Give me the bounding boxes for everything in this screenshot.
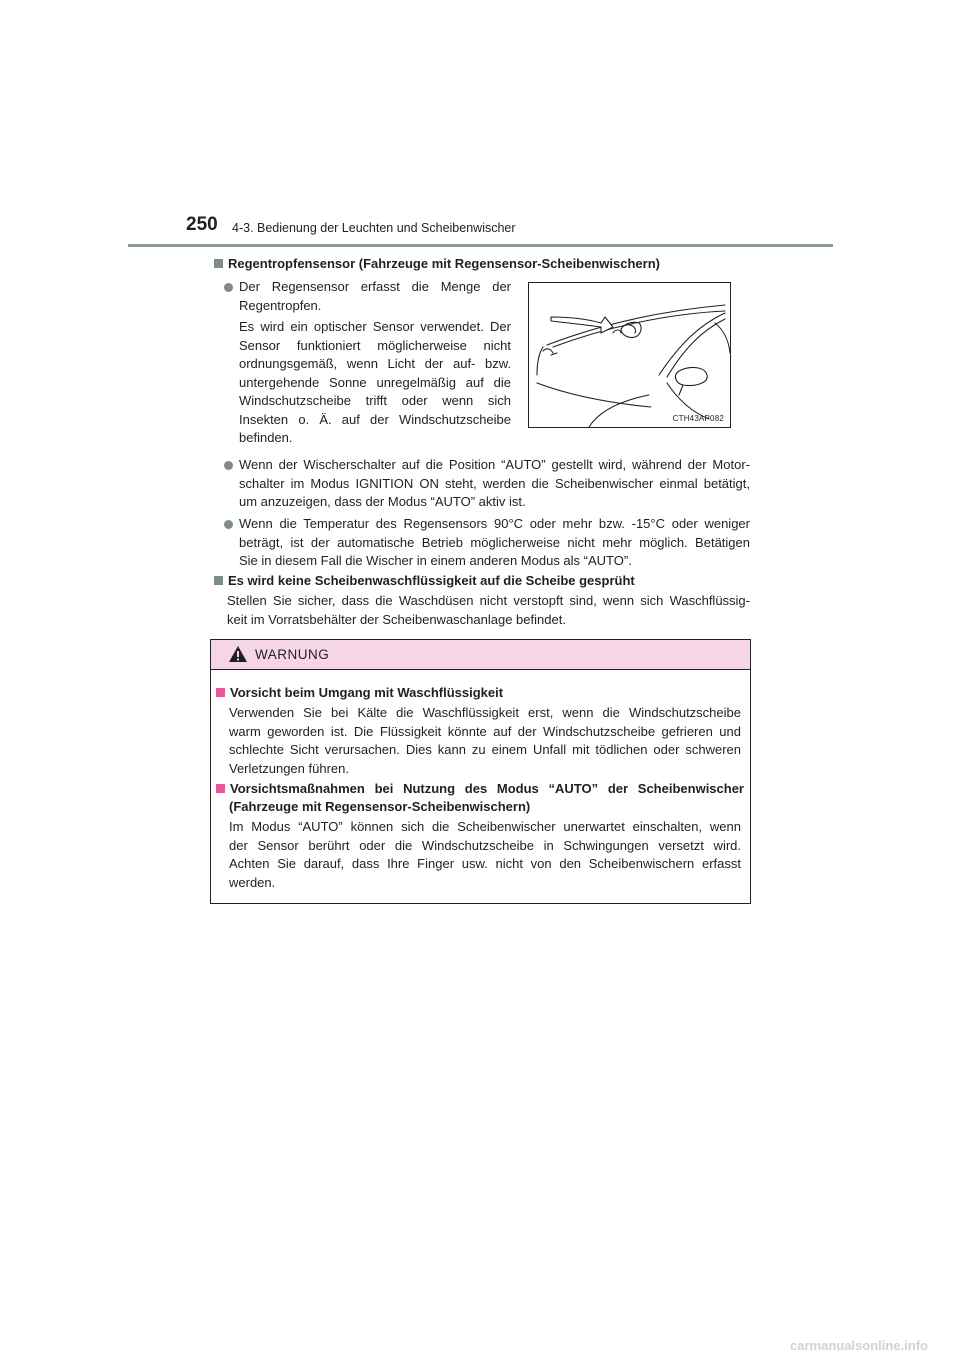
warning-item-2-text xyxy=(229,818,741,892)
warning-header xyxy=(211,640,750,670)
header-rule xyxy=(128,244,833,247)
bullet-2-line: schalter im Modus IGNITION ON steht, werden die Scheibenwischer einmal betätigt, xyxy=(239,475,750,491)
round-bullet-icon xyxy=(224,461,233,470)
warning-item-1-title-text: Vorsicht beim Umgang mit Waschflüssigkeit xyxy=(230,685,504,700)
warning-triangle-icon xyxy=(228,645,248,663)
bullet-1-line: Der Regensensor erfasst die Menge der xyxy=(239,279,511,294)
paragraph-line: Es wird ein optischer Sensor verwendet. Der xyxy=(239,319,511,334)
rain-sensor-title-text: Regentropfensensor (Fahrzeuge mit Regensensor-Scheibenwischern) xyxy=(228,256,660,271)
square-bullet-icon xyxy=(216,688,225,697)
washer-line: keit im Vorratsbehälter der Scheibenwaschanlage befindet. xyxy=(227,611,566,627)
footer-watermark: carmanualsonline.info xyxy=(790,1338,928,1353)
bullet-2-line: um anzuzeigen, dass der Modus “AUTO” aktiv ist. xyxy=(239,494,526,509)
washer-title xyxy=(214,572,635,590)
washer-line: Stellen Sie sicher, dass die Waschdüsen nicht verstopft sind, wenn sich Waschflüssig- xyxy=(227,593,750,608)
square-bullet-icon xyxy=(214,576,223,585)
bullet-3-line: beträgt, ist der automatische Betrieb möglicherweise nicht mehr möglich. Betätigen xyxy=(239,534,750,550)
round-bullet-icon xyxy=(224,283,233,292)
warning-item-2-title xyxy=(216,780,744,816)
rain-sensor-bullet-3 xyxy=(239,515,750,571)
page-number: 250 xyxy=(186,214,218,235)
round-bullet-icon xyxy=(224,520,233,529)
windshield-illustration xyxy=(529,283,730,427)
rain-sensor-bullet-1 xyxy=(239,278,511,315)
washer-paragraph xyxy=(227,592,750,629)
warning-item-1-title xyxy=(216,684,503,702)
warning-item-2-title-text: (Fahrzeuge mit Regensensor-Scheibenwischern) xyxy=(229,799,531,814)
paragraph-line: ordnungsgemäß, wenn Licht der auf- bzw. xyxy=(239,356,511,371)
square-bullet-icon xyxy=(216,784,225,793)
warning-line: werden. xyxy=(229,874,276,890)
square-bullet-icon xyxy=(214,259,223,268)
warning-item-2-title-text: Vorsichtsmaßnahmen bei Nutzung des Modus “AUTO” der Scheibenwischer xyxy=(230,781,744,796)
paragraph-line: Sensor funktioniert möglicherweise nicht xyxy=(239,337,511,353)
warning-line: Verletzungen führen. xyxy=(229,760,349,776)
warning-line: Verwenden Sie bei Kälte die Waschflüssigkeit erst, wenn die Windschutzscheibe xyxy=(229,705,741,720)
warning-title: WARNUNG xyxy=(255,647,330,662)
figure-code: CTH43AP082 xyxy=(672,414,724,423)
rain-sensor-paragraph xyxy=(239,318,511,448)
paragraph-line: befinden. xyxy=(239,430,293,445)
warning-line: schlechte Sicht verursachen. Dies kann zu einem Unfall mit tödlichen oder schweren xyxy=(229,742,741,757)
bullet-2-line: Wenn der Wischerschalter auf die Position “AUTO” gestellt wird, während der Motor- xyxy=(239,457,750,472)
paragraph-line: Insekten o. Ä. auf der Windschutzscheibe xyxy=(239,411,511,427)
bullet-3-line: Wenn die Temperatur des Regensensors 90°C oder mehr bzw. -15°C oder weniger xyxy=(239,516,750,531)
warning-box xyxy=(210,639,751,904)
rain-sensor-bullet-2 xyxy=(239,456,750,512)
warning-line: Im Modus “AUTO” können sich die Scheibenwischer unerwartet einschalten, wenn xyxy=(229,819,741,834)
section-heading: 4-3. Bedienung der Leuchten und Scheibenwischer xyxy=(232,221,516,235)
warning-line: Achten Sie darauf, dass Ihre Finger usw. nicht von den Scheibenwischern erfasst xyxy=(229,856,741,871)
bullet-3-line: Sie in diesem Fall die Wischer in einem anderen Modus als “AUTO”. xyxy=(239,553,632,568)
paragraph-line: untergehende Sonne unregelmäßig auf die xyxy=(239,374,511,390)
warning-item-1-text xyxy=(229,704,741,778)
paragraph-line: Windschutzscheibe trifft oder wenn sich xyxy=(239,393,511,408)
washer-title-text: Es wird keine Scheibenwaschflüssigkeit auf die Scheibe gesprüht xyxy=(228,573,635,588)
rain-sensor-figure xyxy=(528,282,731,428)
warning-line: der Sensor berührt oder die Windschutzscheibe in Schwingungen versetzt wird. xyxy=(229,837,741,853)
bullet-1-line: Regentropfen. xyxy=(239,297,322,313)
warning-line: warm geworden ist. Die Flüssigkeit könnte auf der Windschutzscheibe gefrieren und xyxy=(229,723,741,739)
rain-sensor-title xyxy=(214,255,660,273)
